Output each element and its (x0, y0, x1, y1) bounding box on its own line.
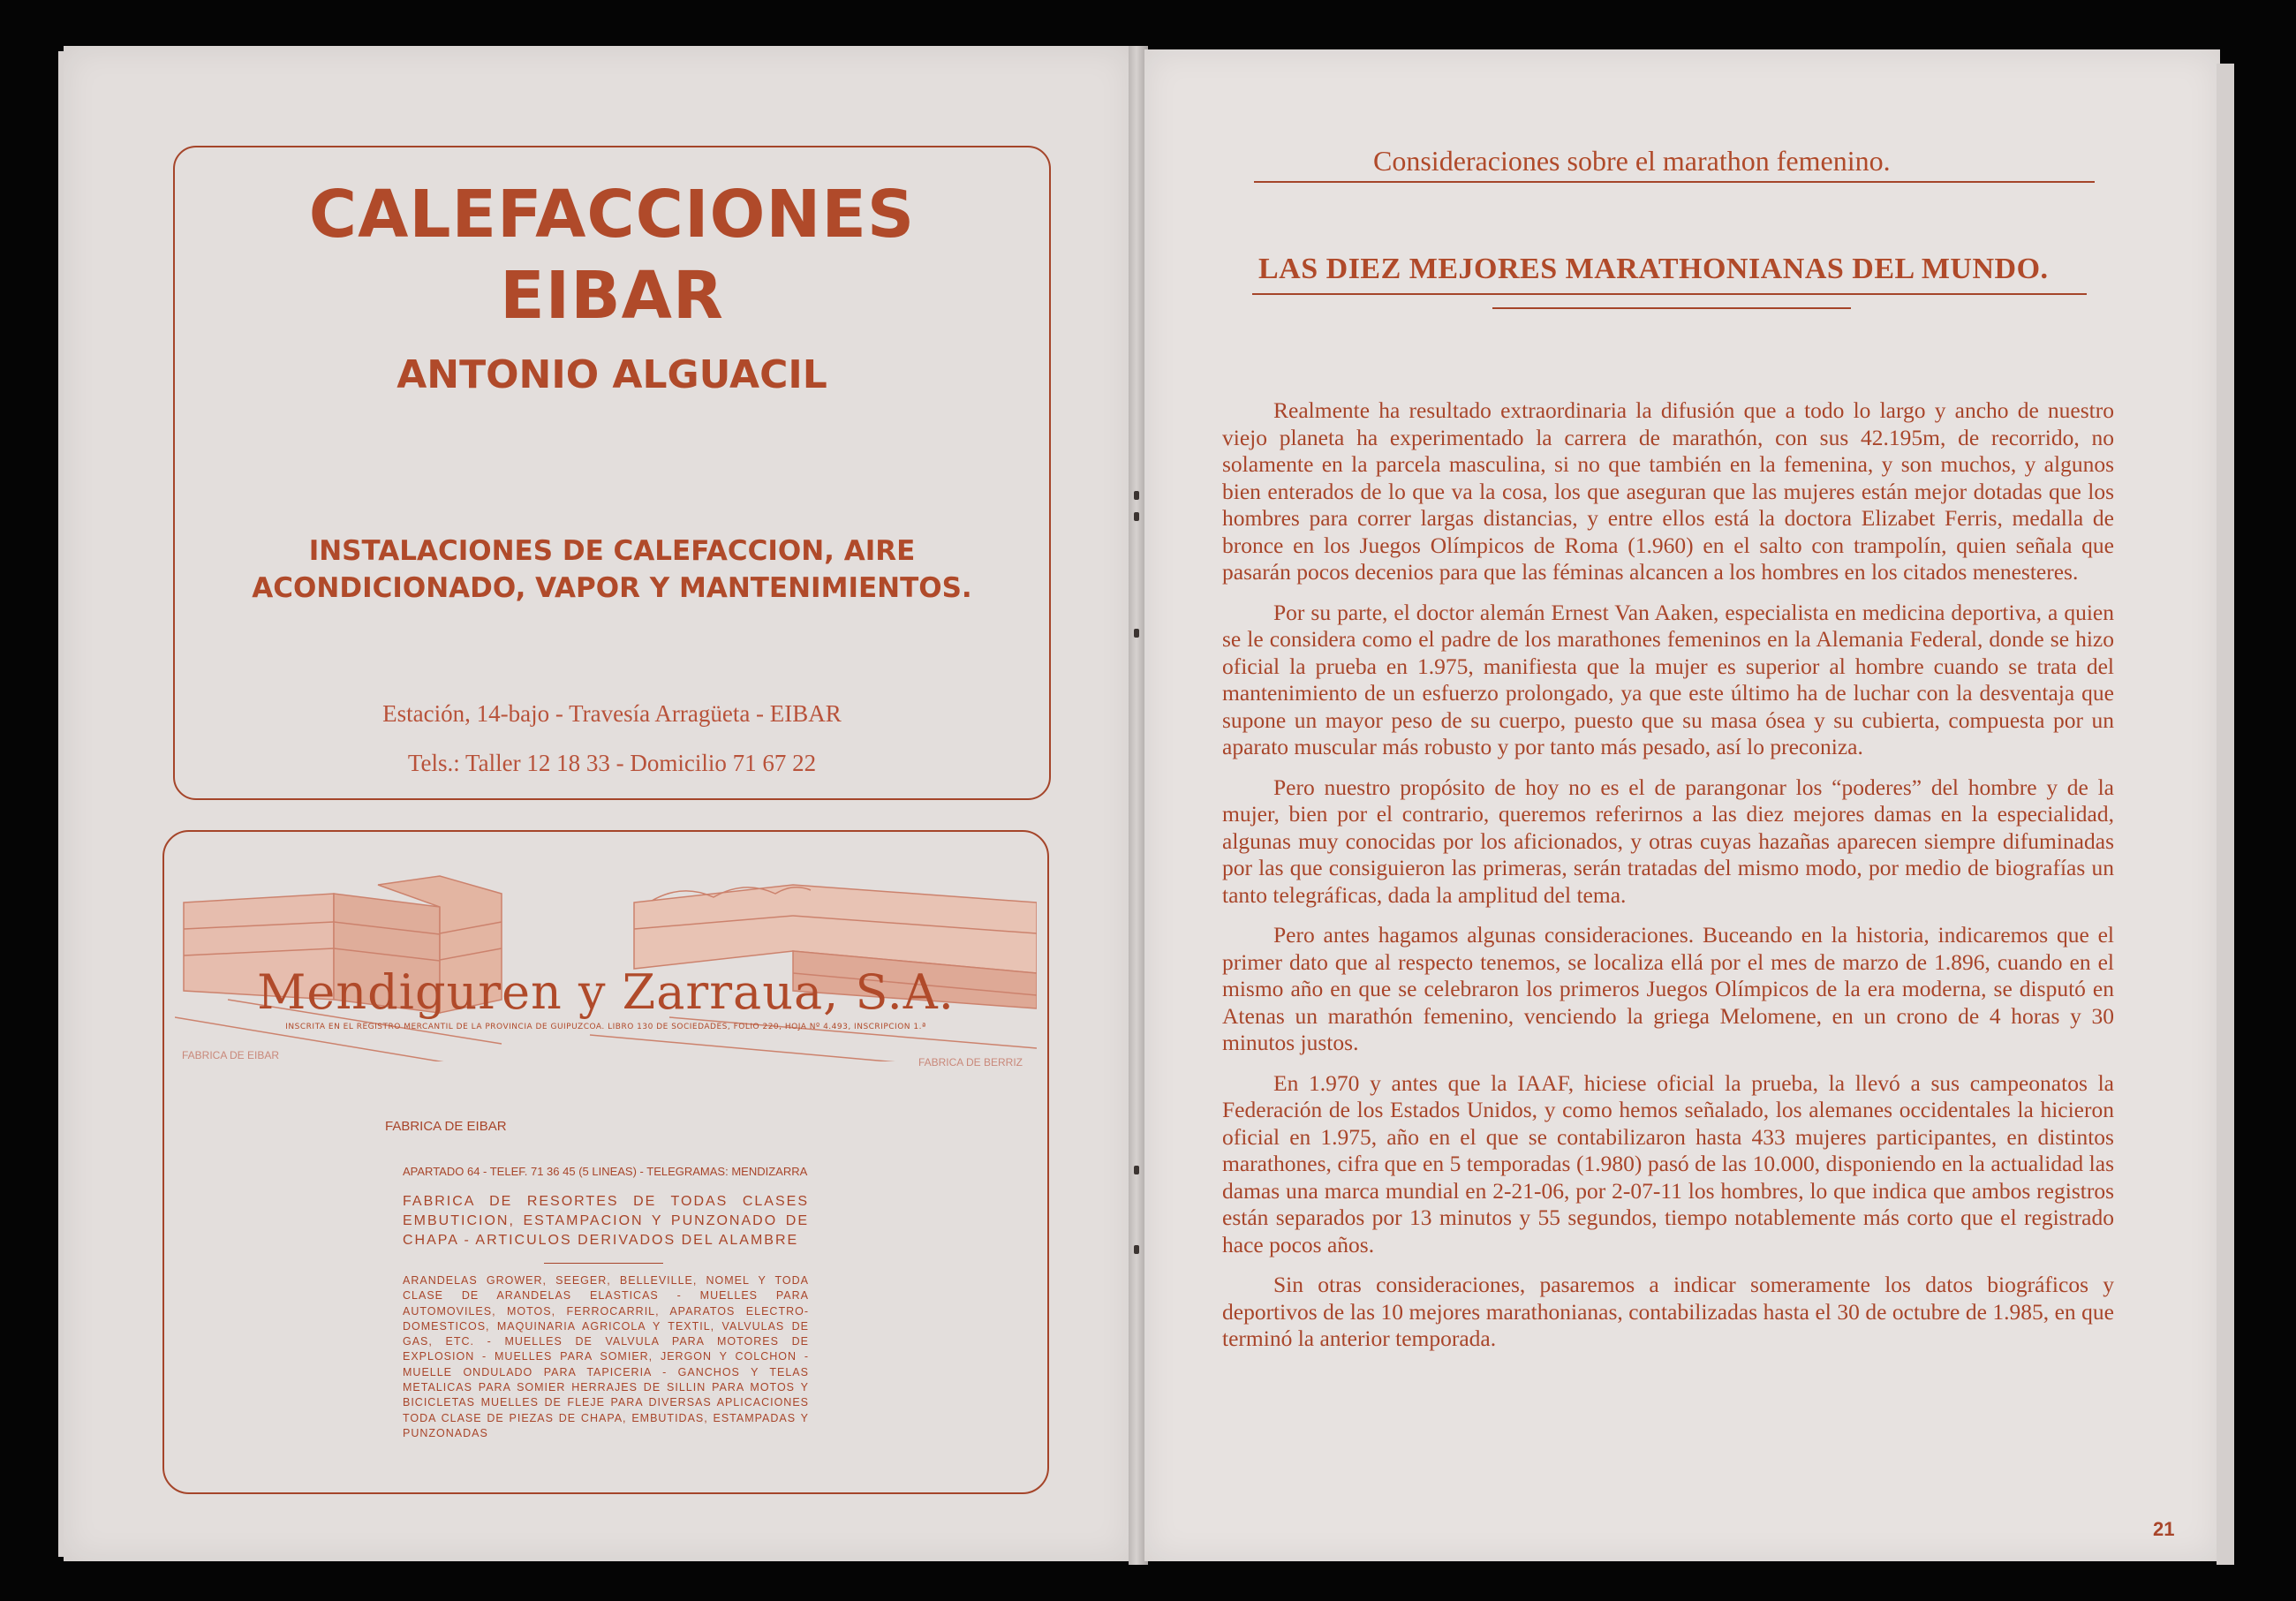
title-rule-short (1492, 307, 1851, 309)
illustration-label-eibar: FABRICA DE EIBAR (182, 1049, 280, 1061)
section-header: Consideraciones sobre el marathon femenino. (1373, 145, 1891, 177)
calefacciones-ad (173, 146, 1051, 800)
contact-line: APARTADO 64 - TELEF. 71 36 45 (5 LINEAS) - TELEGRAMAS: MENDIZARRA (403, 1165, 808, 1178)
products-details: ARANDELAS GROWER, SEEGER, BELLEVILLE, NOMEL Y TODA CLASE DE ARANDELAS ELASTICAS - MUELLES PARA AUTOMOVILES, MOTOS, FERROCARRIL, APARATOS ELECTRO-DOMESTICOS, MAQUINARIA AGRICOLA Y TEXTIL, VALVULAS DE GAS, ETC. - MUELLES DE VALVULA PARA MOTORES DE EXPLOSION - MUELLES PARA SOMIER, JERGON Y COLCHON - MUELLE ONDULADO PARA TAPICERIA - GANCHOS Y TELAS METALICAS PARA SOMIER HERRAJES DE SILLIN PARA MOTOS Y BICICLETAS MUELLES DE FLEJE PARA DIVERSAS APLICACIONES TODA CLASE DE PIEZAS DE CHAPA, EMBUTIDAS, ESTAMPADAS Y PUNZONADAS (403, 1274, 809, 1439)
article-body (1222, 397, 2114, 1366)
factory-heading: FABRICA DE EIBAR (385, 1119, 507, 1134)
binding-mark (1134, 1245, 1139, 1254)
paragraph: Por su parte, el doctor alemán Ernest Van Aaken, especialista en medicina deportiva, a quien se le considera como el padre de los marathones femeninos en la Alemania Federal, donde se hizo oficial la prueba en 1.975, manifiesta que la mujer es superior al hombre cuando se trata del mantenimiento de un esfuerzo prolongado, ya que este último ha de luchar con la desventaja que supone un mayor peso de su cuerpo, puesto que su masa ósea y su cubierta, compuesta por un aparato muscular más robusto y por tanto más pesado, así lo preconiza. (1222, 599, 2114, 759)
ad-title-line2: EIBAR (500, 258, 724, 334)
ad-services-line1: INSTALACIONES DE CALEFACCION, AIRE (308, 535, 916, 567)
ad-services-line2: ACONDICIONADO, VAPOR Y MANTENIMIENTOS. (252, 572, 972, 604)
article-title: LAS DIEZ MEJORES MARATHONIANAS DEL MUNDO. (1258, 253, 2049, 285)
paragraph: Realmente ha resultado extraordinaria la difusión que a todo lo largo y ancho de nuestro viejo planeta ha experimentado la carrera de marathón, con sus 42.195m, de recorrido, no solamente en la parcela masculina, si no que también en la femenina, y son muchos, y algunos bien enterados de lo que va la cosa, los que aseguran que las mujeres están mejor dotadas que los hombres para correr largas distancias, y entre ellos está la doctora Elizabet Ferris, medalla de bronce en los Juegos Olímpicos de Roma (1.960) en el salto con trampolín, quien señala que pasarán pocos decenios para que las féminas alcancen a los hombres en los citados menesteres. (1222, 397, 2114, 585)
paragraph: Sin otras consideraciones, pasaremos a indicar someramente los datos biográficos y deportivos de las 10 mejores marathonianas, contabilizadas hasta el 30 de octubre de 1.985, en que terminó la anterior temporada. (1222, 1272, 2114, 1351)
binding-mark (1134, 491, 1139, 500)
illustration-label-berriz: FABRICA DE BERRIZ (918, 1056, 1023, 1069)
binding-mark (1134, 512, 1139, 521)
products-text: FABRICA DE RESORTES DE TODAS CLASES EMBUTICION, ESTAMPACION Y PUNZONADO DE CHAPA - ARTICULOS DERIVADOS DEL ALAMBRE (403, 1194, 809, 1248)
paragraph: Pero antes hagamos algunas consideraciones. Buceando en la historia, indicaremos que el primer dato que al respecto tenemos, se localiza ellá por el mes de marzo de 1.896, cuando en el mismo año en que se celebraron los primeros Juegos Olímpicos de la era moderna, se disputó en Atenas un marathón femenino, venciendo la griega Melomene, en un crono de 4 horas y 30 minutos justos. (1222, 922, 2114, 1055)
title-rule (1252, 293, 2087, 295)
header-rule (1254, 181, 2095, 183)
binding-mark (1134, 629, 1139, 638)
ad-owner-name: ANTONIO ALGUACIL (397, 352, 827, 397)
ad-phones: Tels.: Taller 12 18 33 - Domicilio 71 67 22 (407, 750, 817, 776)
paragraph: En 1.970 y antes que la IAAF, hiciese oficial la prueba, la llevó a sus campeonatos la Federación de los Estados Unidos, y como hemos señalado, los alemanes occidentales la hicieron oficial en 1.975, año en el que se contabilizaron hasta 433 mujeres participantes, en distintos marathones, cifra que en 5 temporadas (1.980) pasó de las 10.000, disponiendo en la actualidad las damas una marca mundial en 2-21-06, por 2-07-11 los hombres, lo que indica que ambos registros están separados por 13 minutos y 55 segundos, tiempo notablemente más corto que el registrado hace pocos años. (1222, 1069, 2114, 1257)
binding-mark (1134, 1166, 1139, 1174)
ad-title (175, 174, 1049, 336)
ad-services (175, 532, 1049, 607)
page-number: 21 (2153, 1518, 2175, 1540)
ad-title-line1: CALEFACCIONES (308, 177, 916, 253)
right-page-edge (2217, 64, 2234, 1565)
mendiguren-ad (162, 830, 1049, 1494)
divider (544, 1263, 663, 1264)
registry-text: INSCRITA EN EL REGISTRO MERCANTIL DE LA PROVINCIA DE GUIPUZCOA. LIBRO 130 DE SOCIEDADES, FOLIO 220, HOJA Nº 4.493, INSCRIPCION 1.ª (285, 1023, 926, 1031)
paragraph: Pero nuestro propósito de hoy no es el de parangonar los “poderes” del hombre y de la mujer, bien por el contrario, queremos referirnos a las diez mejores damas en la especialidad, algunas muy conocidas por los aficionados, y otras cuyas hazañas aparecen siempre difuminadas por las que consiguieron las primeras, serán tratadas del mismo modo, por medio de biografías un tanto telegráficas, dada la amplitud del tema. (1222, 774, 2114, 908)
ad-address: Estación, 14-bajo - Travesía Arragüeta - EIBAR (382, 700, 842, 727)
company-name: Mendiguren y Zarraua, S.A. (257, 964, 955, 1020)
